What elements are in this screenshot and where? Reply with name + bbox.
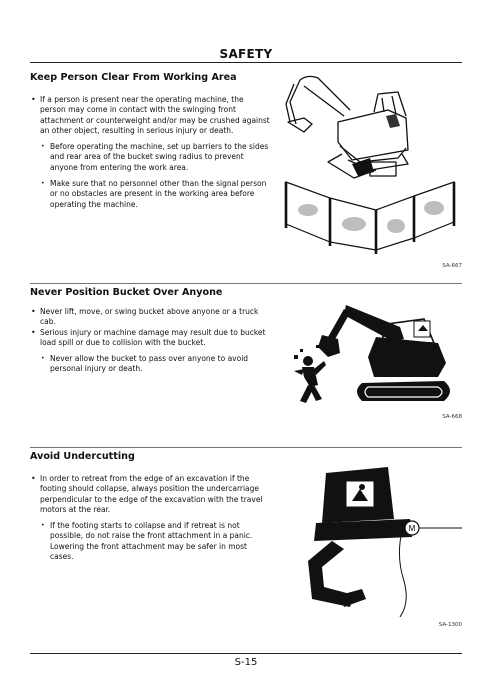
section-body — [30, 474, 270, 568]
bullet-item: • In order to retreat from the edge of an excavation if the footing should collapse, always position the undercarriage perpendicular to the edge of the excavation with the travel motors at the rear. — [30, 474, 270, 515]
excavator-barrier-illustration — [278, 72, 462, 254]
undercutting-excavator-illustration — [292, 457, 462, 617]
sub-bullet-item: • Before operating the machine, set up barriers to the sides and rear area of the bucket swing radius to prevent anyone from entering the work area. — [30, 142, 270, 173]
bullet-note: • Serious injury or machine damage may result due to bucket load spill or due to collision with the bucket. — [30, 328, 270, 349]
bucket-over-person-illustration — [288, 297, 456, 415]
page-title: SAFETY — [219, 47, 273, 61]
section-title: Avoid Undercutting — [30, 451, 135, 462]
sub-bullet-item: • If the footing starts to collapse and if retreat is not possible, do not raise the front attachment in a panic. Lowering the front attachment may be safer in most cases. — [30, 521, 270, 562]
figure-code: SA-1300 — [438, 622, 462, 628]
header-rule — [30, 62, 462, 63]
figure-code: SA-668 — [442, 414, 462, 420]
section-body — [30, 307, 270, 381]
section-rule — [30, 447, 462, 448]
section-bucket — [30, 283, 462, 433]
bullet-item: • Never lift, move, or swing bucket above anyone or a truck cab. — [30, 307, 270, 328]
sub-bullet-item: • Never allow the bucket to pass over anyone to avoid personal injury or death. — [30, 354, 270, 375]
section-rule — [30, 283, 462, 284]
section-undercutting — [30, 447, 462, 647]
sub-bullet-item: • Make sure that no personnel other than the signal person or no obstacles are present in the working area before operating the machine. — [30, 179, 270, 210]
bullet-item: • If a person is present near the operating machine, the person may come in contact with the swinging front attachment or counterweight and/or may be crushed against an other object, resulting in serious injury or death. — [30, 95, 270, 136]
section-title: Never Position Bucket Over Anyone — [30, 287, 223, 298]
section-body — [30, 95, 270, 216]
figure-code: SA-667 — [442, 263, 462, 269]
footer-rule — [30, 653, 462, 654]
section-keep-clear — [30, 68, 462, 273]
marker-label: M — [408, 524, 416, 533]
page-number: S-15 — [234, 657, 258, 668]
section-title: Keep Person Clear From Working Area — [30, 72, 237, 83]
